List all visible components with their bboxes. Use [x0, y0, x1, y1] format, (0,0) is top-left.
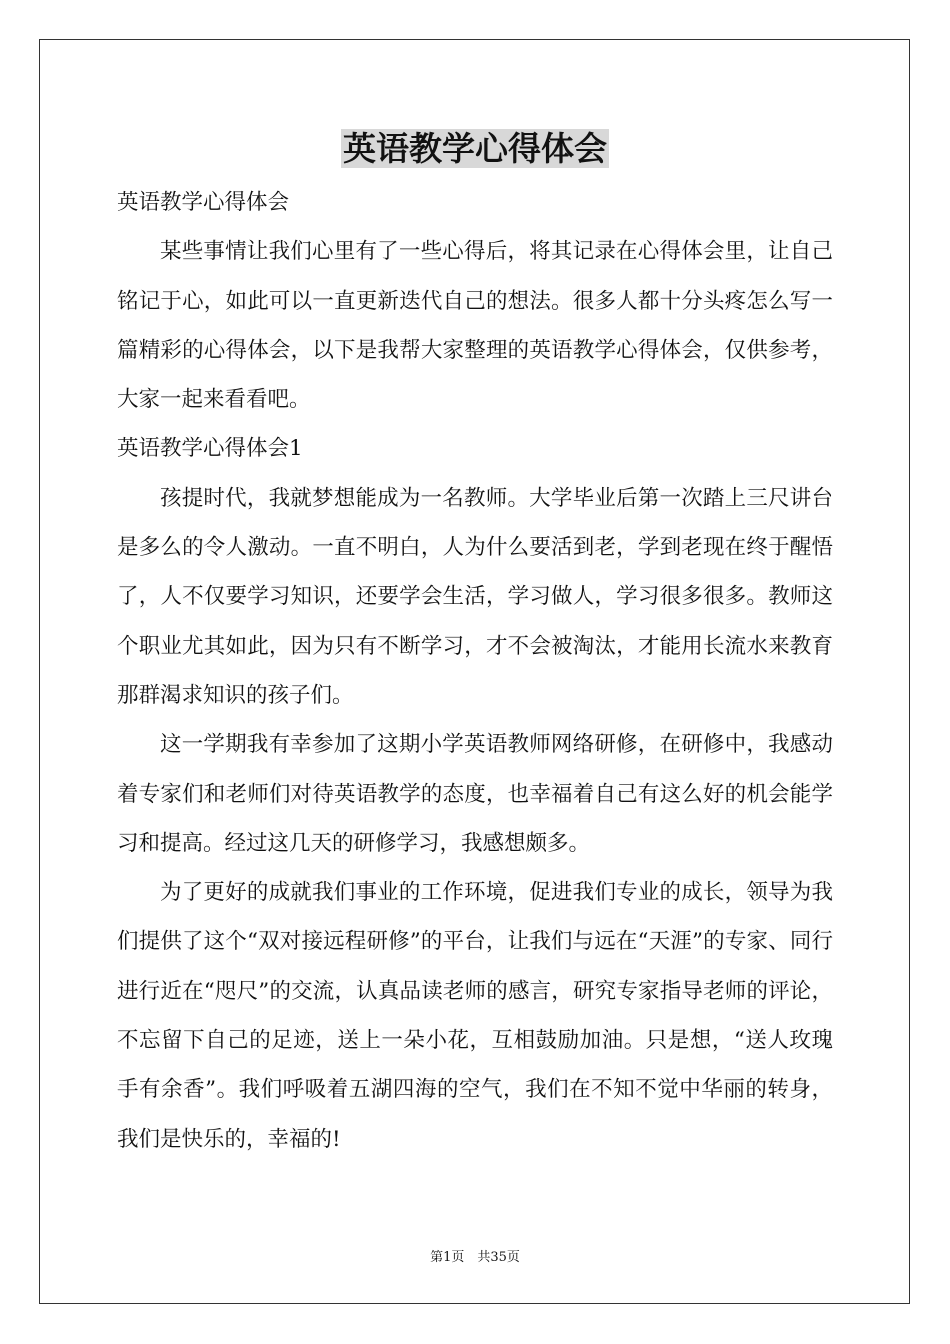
page-footer — [0, 1248, 950, 1268]
page-number: 第1页 共35页 — [430, 1250, 520, 1265]
document-title-text: 英语教学心得体会 — [343, 129, 607, 168]
paragraph: 这一学期我有幸参加了这期小学英语教师网络研修，在研修中，我感动着专家们和老师们对待英语教学的态度，也幸福着自己有这么好的机会能学习和提高。经过这几天的研修学习，我感想颇多。 — [117, 732, 833, 856]
paragraph: 为了更好的成就我们事业的工作环境，促进我们专业的成长，领导为我们提供了这个“双对接远程研修”的平台，让我们与远在“天涯”的专家、同行进行近在“咫尺”的交流，认真品读老师的感言，研究专家指导老师的评论，不忘留下自己的足迹，送上一朵小花，互相鼓励加油。只是想，“送人玫瑰手有余香”。我们呼吸着五湖四海的空气，我们在不知不觉中华丽的转身，我们是快乐的，幸福的! — [117, 880, 833, 1152]
paragraph: 某些事情让我们心里有了一些心得后，将其记录在心得体会里，让自己铭记于心，如此可以一直更新迭代自己的想法。很多人都十分头疼怎么写一篇精彩的心得体会，以下是我帮大家整理的英语教学心得体会，仅供参考，大家一起来看看吧。 — [117, 239, 833, 413]
document-body — [117, 178, 833, 1164]
section-heading: 英语教学心得体会 — [117, 190, 290, 215]
document-title — [0, 124, 950, 174]
section-heading: 英语教学心得体会1 — [117, 436, 303, 462]
paragraph: 孩提时代，我就梦想能成为一名教师。大学毕业后第一次踏上三尺讲台是多么的令人激动。一直不明白，人为什么要活到老，学到老现在终于醒悟了，人不仅要学习知识，还要学会生活，学习做人，学习很多很多。教师这个职业尤其如此，因为只有不断学习，才不会被淘汰，才能用长流水来教育那群渴求知识的孩子们。 — [117, 485, 833, 708]
